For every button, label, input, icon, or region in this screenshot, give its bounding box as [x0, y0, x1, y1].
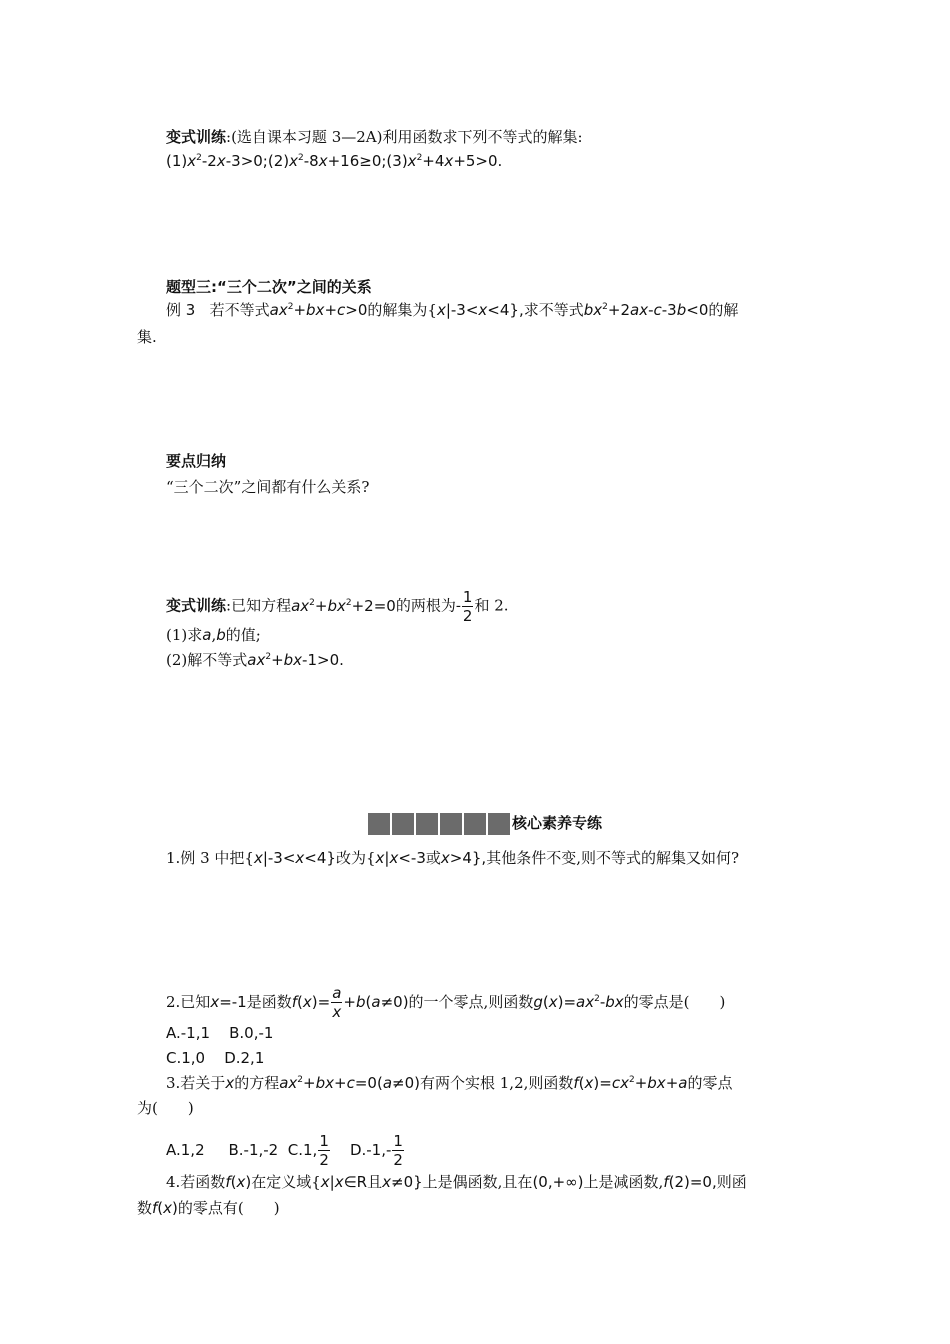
text: 和 2.: [474, 596, 509, 615]
expr: -2: [201, 152, 217, 170]
op: (2)=0,: [668, 1173, 717, 1191]
question-2-options-2: [166, 1048, 264, 1068]
var: x: [389, 849, 399, 867]
op: >4},: [449, 849, 487, 867]
text: 在定义域{: [251, 1173, 321, 1191]
text: 的一个零点,则函数: [408, 993, 534, 1011]
op: +: [314, 596, 328, 615]
item-label: (1): [166, 152, 188, 170]
text: 若不等式: [209, 301, 270, 319]
question-3: [166, 1073, 732, 1093]
text: :已知方程: [226, 596, 292, 615]
question-3-line2: 为( ): [137, 1099, 194, 1117]
var: x: [440, 849, 450, 867]
op: +: [293, 301, 307, 319]
op: ≠0}: [391, 1173, 423, 1191]
option-a: A.1,2: [166, 1141, 205, 1159]
var: ax: [269, 301, 288, 319]
exponent: 2: [345, 597, 352, 608]
op: ≠0): [380, 993, 409, 1011]
question-1: [166, 848, 739, 868]
op: <4},: [487, 301, 524, 319]
variant1-items: [166, 151, 502, 171]
var: f: [152, 1199, 158, 1217]
op: <0: [686, 301, 709, 319]
example3-label: 例 3: [166, 301, 196, 319]
text: 3.若关于: [166, 1074, 226, 1092]
paren: (: [297, 993, 303, 1011]
question-2-options-1: [166, 1023, 273, 1043]
text: 的零点: [687, 1074, 733, 1092]
expr: -8: [303, 152, 319, 170]
paren: )=: [557, 993, 577, 1011]
var: x: [210, 993, 220, 1011]
text: 的零点是( ): [623, 993, 726, 1011]
var: bx: [283, 651, 303, 669]
text: 其他条件不变,则不等式的解集又如何?: [486, 849, 740, 867]
item-label: (2): [267, 152, 290, 170]
var: g: [533, 993, 543, 1011]
op: -3: [661, 301, 677, 319]
op: <4}: [304, 849, 336, 867]
text: 或: [425, 849, 441, 867]
var: b: [216, 626, 226, 644]
op: +2=0: [351, 596, 396, 615]
option-d: D.2,1: [224, 1049, 265, 1067]
paren: ): [245, 1173, 252, 1191]
type3-title: 题型三:“三个二次”之间的关系: [166, 278, 372, 296]
op: +: [324, 301, 338, 319]
var: c: [346, 1074, 355, 1092]
var: x: [382, 1173, 391, 1191]
text: 的解集为{: [367, 301, 437, 319]
var: c: [337, 301, 346, 319]
var: b: [355, 993, 366, 1011]
option-b: B.0,-1: [229, 1024, 274, 1042]
var: x: [407, 152, 417, 170]
question-4-line2: [137, 1198, 280, 1218]
op: -: [599, 993, 606, 1011]
op: ∈R: [343, 1173, 368, 1191]
text: 数: [137, 1199, 153, 1217]
placeholder-boxes: [368, 813, 512, 835]
var: x: [375, 849, 385, 867]
core-heading: [368, 813, 602, 835]
summary-question: “三个二次”之间都有什么关系?: [166, 478, 370, 496]
exponent: 2: [416, 153, 423, 163]
text: (2)解不等式: [166, 651, 248, 669]
op: +: [334, 1074, 347, 1092]
fraction: $\frac{a}{x}$: [332, 984, 342, 1021]
var: x: [225, 1074, 235, 1092]
text: 的零点有( ): [177, 1199, 280, 1217]
op: =-1: [219, 993, 247, 1011]
variant2-q2: [166, 650, 344, 670]
op: <-3: [398, 849, 426, 867]
op: ≠0): [392, 1074, 420, 1092]
exponent: 2: [628, 1075, 635, 1085]
option-a: A.-1,1: [166, 1024, 211, 1042]
op: +: [634, 1074, 648, 1092]
exponent: 2: [594, 994, 600, 1004]
option-c: [287, 1132, 331, 1169]
expr: +5>0.: [453, 152, 503, 170]
text: 且: [367, 1173, 383, 1191]
option-b: B.-1,-2: [228, 1141, 279, 1159]
var: x: [295, 849, 305, 867]
op: |-3<: [445, 301, 479, 319]
var: bx: [583, 301, 603, 319]
var: ax: [291, 596, 310, 615]
var: c: [653, 301, 662, 319]
variant1-label: 变式训练: [166, 128, 227, 146]
text: 有两个实根 1,2,则函数: [419, 1074, 574, 1092]
var: ax: [630, 301, 649, 319]
text: 求不等式: [523, 301, 584, 319]
var: ax: [247, 651, 266, 669]
text: 的解: [708, 301, 739, 319]
var: x: [302, 993, 312, 1011]
var: ax: [279, 1074, 298, 1092]
text: 4.若函数: [166, 1173, 226, 1191]
var: x: [318, 152, 328, 170]
text: 上是减函数,: [583, 1173, 664, 1191]
var: f: [291, 993, 298, 1011]
text: 1.例 3 中把{: [166, 849, 254, 867]
var: x: [548, 993, 558, 1011]
op: +: [665, 1074, 679, 1092]
paren: (: [578, 1074, 585, 1092]
var: x: [478, 301, 488, 319]
example3-line1: [166, 300, 738, 320]
var: f: [663, 1173, 669, 1191]
var: x: [216, 152, 226, 170]
var: x: [436, 301, 446, 319]
var: bx: [605, 993, 624, 1011]
question-2: [166, 984, 725, 1021]
text: 是函数: [246, 993, 292, 1011]
variant2-q1: [166, 625, 261, 645]
op: +2: [607, 301, 631, 319]
text: 改为{: [335, 849, 376, 867]
var: ax: [576, 993, 595, 1011]
exponent: 2: [298, 153, 304, 163]
exponent: 2: [287, 302, 294, 312]
fraction: $\frac{1}{2}$: [462, 588, 473, 625]
paren: (: [542, 993, 549, 1011]
exponent: 2: [196, 153, 202, 163]
var: x: [334, 1173, 344, 1191]
op: >0: [345, 301, 368, 319]
var: x: [163, 1199, 173, 1217]
option-c-text: C.1,: [287, 1141, 318, 1159]
var: bx: [306, 301, 325, 319]
text: ,: [211, 626, 217, 644]
var: a: [382, 1074, 393, 1092]
var: bx: [647, 1074, 666, 1092]
fraction: $\frac{1}{2}$: [319, 1132, 329, 1169]
var: x: [236, 1173, 246, 1191]
op: |: [329, 1173, 335, 1191]
expr: -3>0;: [225, 152, 268, 170]
exponent: 2: [602, 302, 608, 312]
var: f: [573, 1074, 579, 1092]
item-label: (3): [386, 152, 408, 170]
text: 的两根为-: [395, 596, 461, 615]
op: +: [343, 993, 356, 1011]
paren: (: [157, 1199, 164, 1217]
variant2-label: 变式训练: [166, 596, 227, 615]
question-3-options: [166, 1132, 405, 1169]
paren: (: [230, 1173, 237, 1191]
var: a: [371, 993, 381, 1011]
var: bx: [315, 1074, 335, 1092]
text: 的方程: [234, 1074, 280, 1092]
var: x: [444, 152, 454, 170]
paren: )=: [593, 1074, 612, 1092]
expr: +4: [422, 152, 445, 170]
op: |: [384, 849, 390, 867]
text: 则函: [716, 1173, 747, 1191]
text: (1)求: [166, 626, 203, 644]
var: f: [225, 1173, 231, 1191]
var: cx: [611, 1074, 629, 1092]
var: bx: [327, 596, 346, 615]
op: +: [303, 1074, 316, 1092]
exponent: 2: [309, 597, 315, 608]
variant2-heading: [166, 588, 509, 625]
question-4: [166, 1172, 747, 1192]
op: |-3<: [262, 849, 296, 867]
option-d: [349, 1132, 405, 1169]
interval: (0,+∞): [532, 1173, 584, 1191]
variant1-text: :(选自课本习题 3—2A)利用函数求下列不等式的解集:: [226, 128, 583, 146]
exponent: 2: [265, 652, 272, 662]
var: x: [187, 152, 197, 170]
text: 上是偶函数,且在: [422, 1173, 533, 1191]
text: 的值;: [225, 626, 261, 644]
var: b: [676, 301, 687, 319]
option-c: C.1,0: [166, 1049, 206, 1067]
var: a: [678, 1074, 688, 1092]
expr: +16≥0;: [327, 152, 387, 170]
example3-line2: 集.: [137, 328, 157, 346]
paren: (: [365, 993, 372, 1011]
summary-title: 要点归纳: [166, 452, 227, 470]
var: x: [253, 849, 263, 867]
exponent: 2: [297, 1075, 304, 1085]
paren: ): [172, 1199, 178, 1217]
op: -: [648, 301, 654, 319]
core-title: 核心素养专练: [512, 814, 603, 832]
paren: )=: [311, 993, 331, 1011]
option-d-text: D.-1,-: [349, 1141, 392, 1159]
op: =0(: [354, 1074, 383, 1092]
op: -1>0.: [302, 651, 344, 669]
variant1-heading: [166, 127, 583, 147]
fraction: $\frac{1}{2}$: [393, 1132, 403, 1169]
var: a: [202, 626, 212, 644]
var: x: [584, 1074, 594, 1092]
var: x: [289, 152, 298, 170]
op: +: [271, 651, 284, 669]
text: 2.已知: [166, 993, 211, 1011]
var: x: [320, 1173, 330, 1191]
